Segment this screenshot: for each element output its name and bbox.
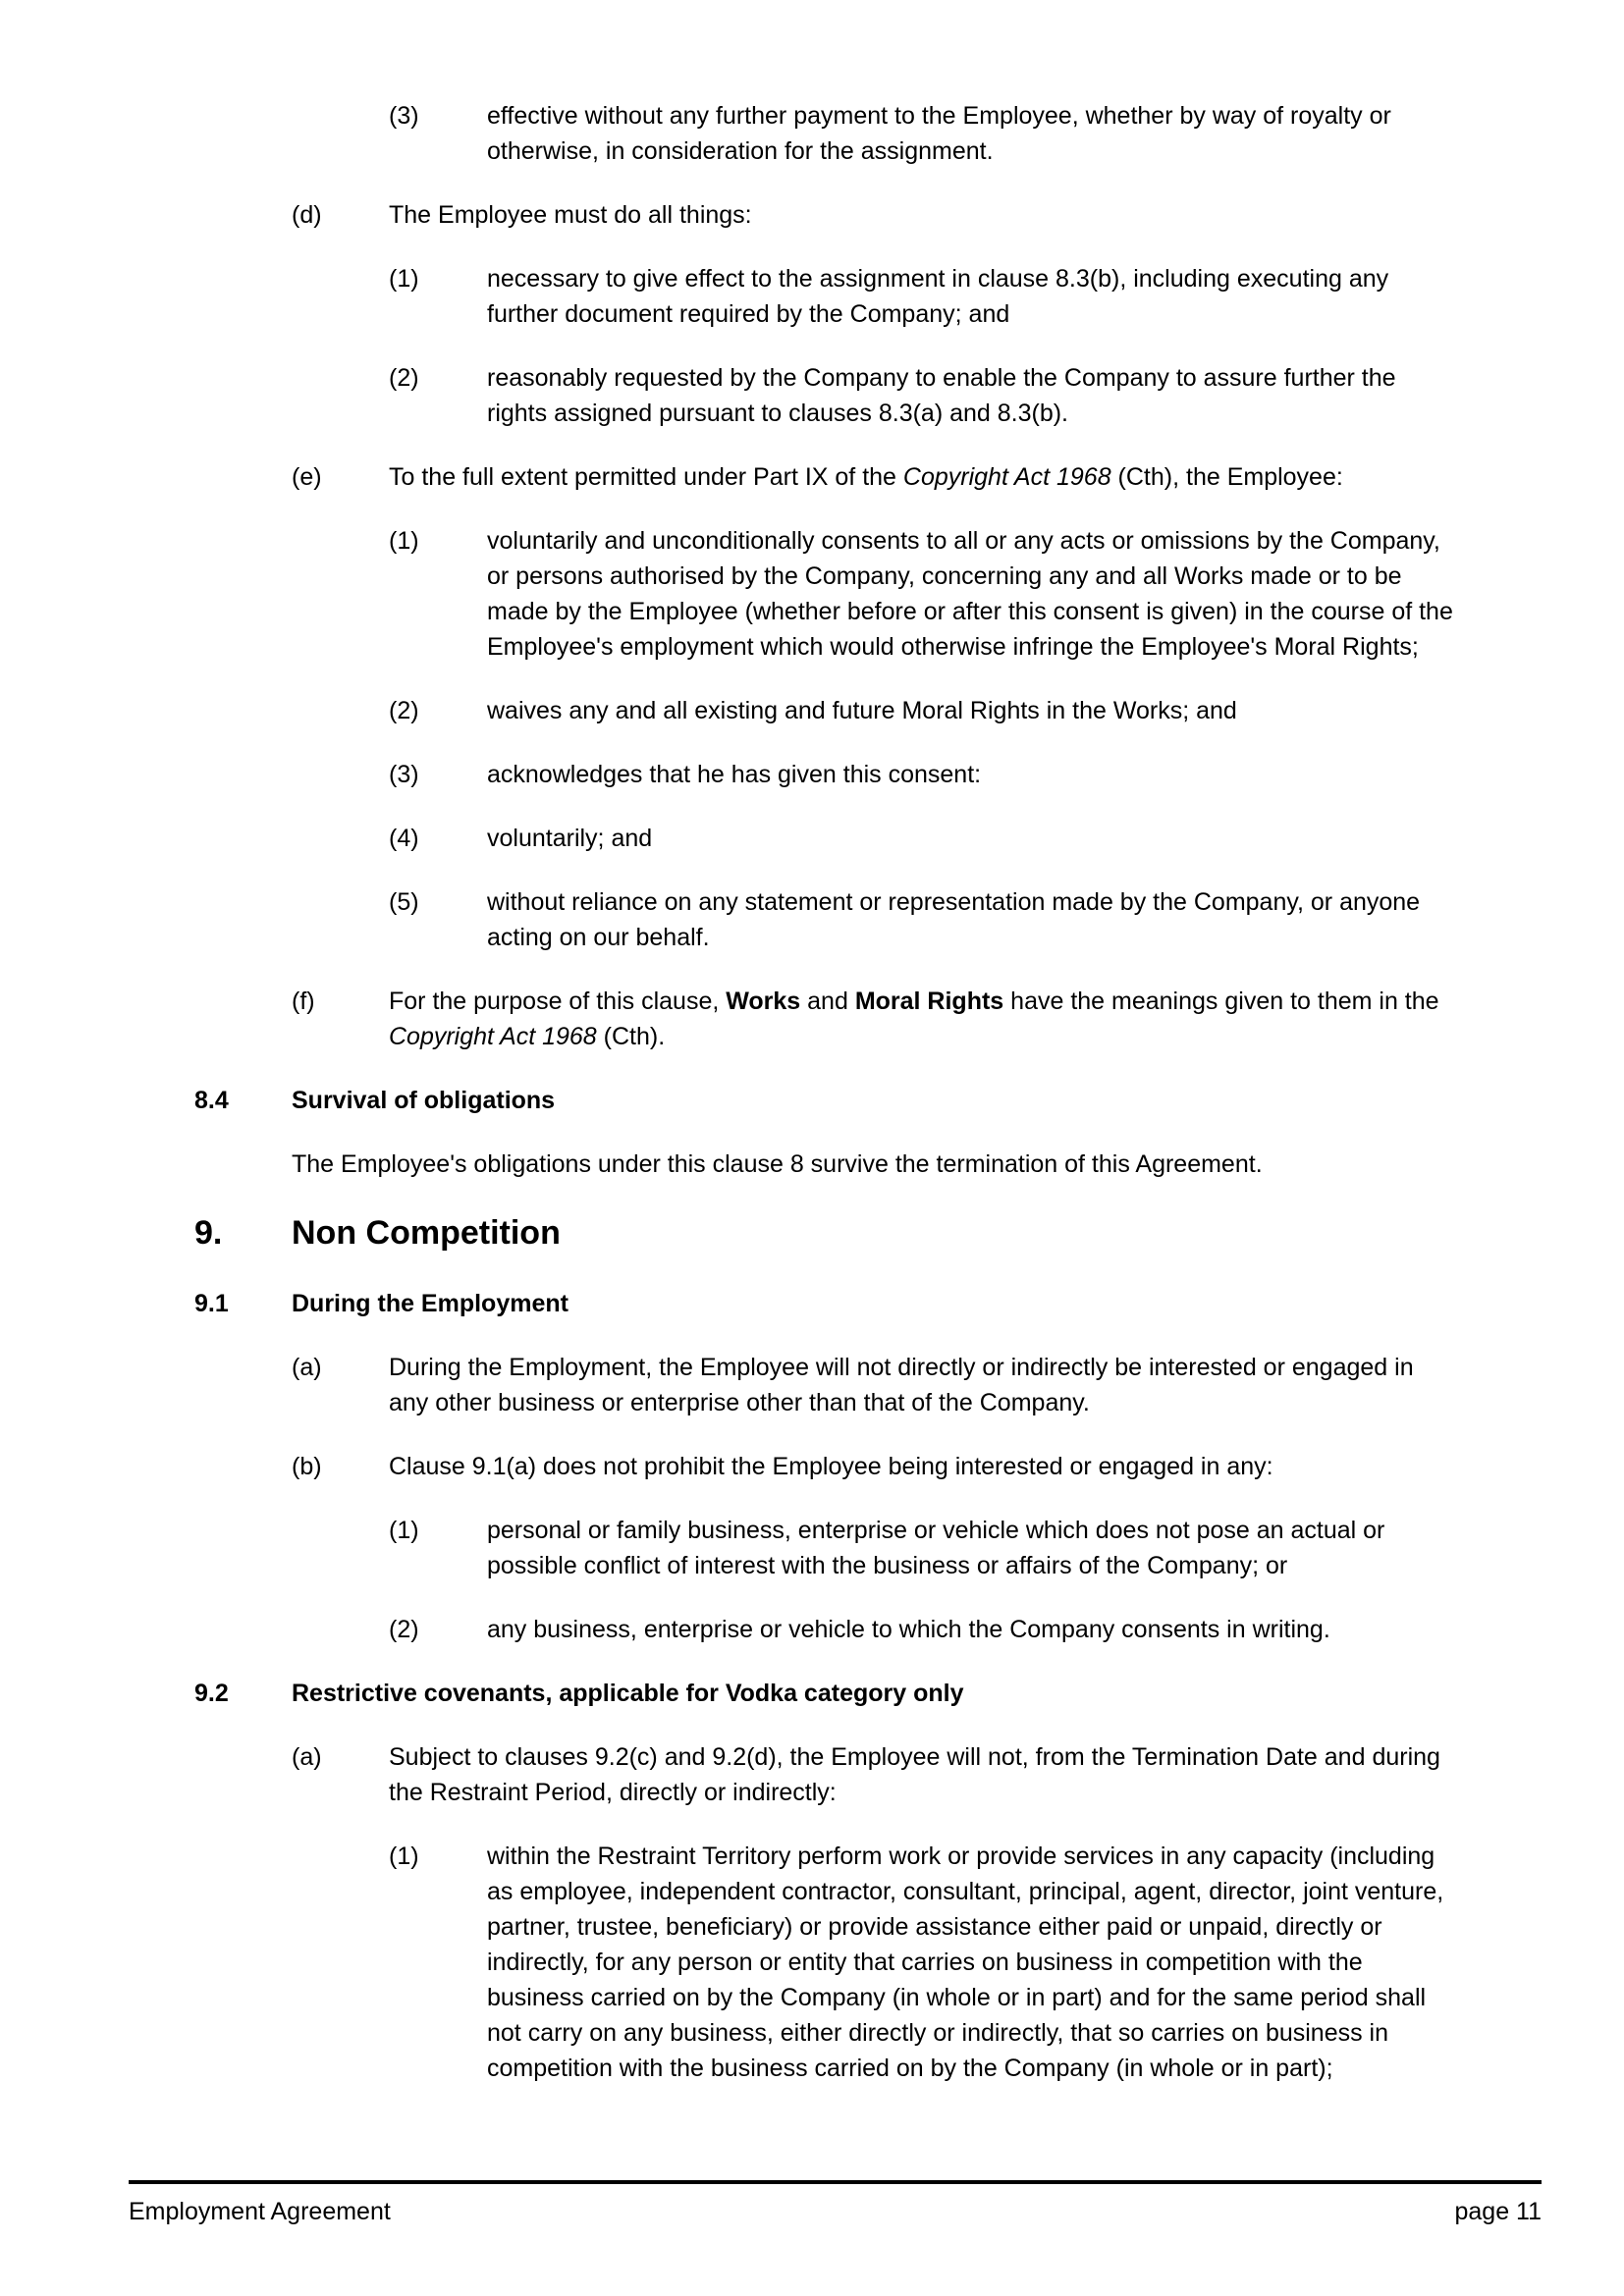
letter-item [0, 1350, 1624, 1420]
clause-text: During the Employment [292, 1290, 568, 1317]
clause-label: (2) [389, 697, 419, 724]
number-item [0, 360, 1624, 431]
clause-text: effective without any further payment to the Employee, whether by way of royalty or otherwise, in consideration for the assignment. [487, 102, 1391, 165]
clause-label: (b) [292, 1453, 322, 1480]
number-item [0, 1513, 1624, 1583]
clause-text: During the Employment, the Employee will not directly or indirectly be interested or engaged in any other business or enterprise other than that of the Company. [389, 1354, 1414, 1416]
clause-label: (2) [389, 1616, 419, 1643]
clause-text: waives any and all existing and future Moral Rights in the Works; and [487, 697, 1237, 724]
clause-text: voluntarily; and [487, 825, 653, 852]
clause-text: within the Restraint Territory perform work or provide services in any capacity (including as employee, independent contractor, consultant, principal, agent, director, joint venture, partner, trustee, beneficiary) or provide assistance either paid or unpaid, directly or indirectly, for any person or entity that carries on business in competition with the business carried on by the Company (in whole or in part) and for the same period shall not carry on any business, either directly or indirectly, that so carries on business in competition with the business carried on by the Company (in whole or in part); [487, 1842, 1444, 2082]
number-item [0, 98, 1624, 169]
clause-heading [0, 1083, 1624, 1118]
footer-document-title: Employment Agreement [129, 2198, 391, 2225]
letter-item [0, 197, 1624, 233]
number-item [0, 821, 1624, 856]
clause-text: Subject to clauses 9.2(c) and 9.2(d), the Employee will not, from the Termination Date and during the Restraint Period, directly or indirectly: [389, 1743, 1440, 1806]
letter-item [0, 459, 1624, 495]
clause-label: (2) [389, 364, 419, 392]
paragraph [0, 1147, 1624, 1182]
page-footer [129, 2180, 1542, 2227]
clause-text: To the full extent permitted under Part IX of the Copyright Act 1968 (Cth), the Employee: [389, 463, 1343, 491]
clause-text: The Employee's obligations under this clause 8 survive the termination of this Agreement. [292, 1150, 1263, 1178]
number-item [0, 693, 1624, 728]
clause-text: The Employee must do all things: [389, 201, 752, 229]
number-item [0, 757, 1624, 792]
clause-label: 9.1 [194, 1290, 229, 1317]
clause-label: 8.4 [194, 1087, 229, 1114]
clause-label: (f) [292, 988, 315, 1015]
clause-label: (a) [292, 1743, 322, 1771]
clause-label: (e) [292, 463, 322, 491]
clause-text: Clause 9.1(a) does not prohibit the Employee being interested or engaged in any: [389, 1453, 1273, 1480]
number-item [0, 1839, 1624, 2086]
clause-label: 9. [194, 1214, 223, 1252]
section-heading [0, 1210, 1624, 1255]
clause-text: Survival of obligations [292, 1087, 556, 1114]
clause-label: (1) [389, 527, 419, 555]
number-item [0, 1612, 1624, 1647]
letter-item [0, 1449, 1624, 1484]
clause-text: Non Competition [292, 1214, 561, 1252]
clause-text: voluntarily and unconditionally consents to all or any acts or omissions by the Company, or persons authorised by the Company, concerning any and all Works made or to be made by the Employee (whether before or after this consent is given) in the course of the Employee's employment which would otherwise infringe the Employee's Moral Rights; [487, 527, 1453, 661]
clause-text: Restrictive covenants, applicable for Vodka category only [292, 1680, 964, 1707]
clause-label: (d) [292, 201, 322, 229]
letter-item [0, 1739, 1624, 1810]
clause-label: (a) [292, 1354, 322, 1381]
clause-text: personal or family business, enterprise or vehicle which does not pose an actual or possible conflict of interest with the business or affairs of the Company; or [487, 1517, 1385, 1579]
clause-label: (3) [389, 761, 419, 788]
number-item [0, 884, 1624, 955]
number-item [0, 261, 1624, 332]
clause-text: For the purpose of this clause, Works and Moral Rights have the meanings given to them in the Copyright Act 1968 (Cth). [389, 988, 1439, 1050]
clause-label: (5) [389, 888, 419, 916]
clause-label: (3) [389, 102, 419, 130]
document-body [0, 98, 1624, 2114]
clause-label: (4) [389, 825, 419, 852]
clause-text: reasonably requested by the Company to enable the Company to assure further the rights assigned pursuant to clauses 8.3(a) and 8.3(b). [487, 364, 1396, 427]
clause-heading [0, 1676, 1624, 1711]
letter-item [0, 984, 1624, 1054]
clause-text: any business, enterprise or vehicle to which the Company consents in writing. [487, 1616, 1330, 1643]
footer-page-number: page 11 [1454, 2198, 1542, 2225]
number-item [0, 523, 1624, 665]
clause-text: acknowledges that he has given this consent: [487, 761, 982, 788]
clause-label: (1) [389, 1517, 419, 1544]
clause-heading [0, 1286, 1624, 1321]
clause-label: (1) [389, 265, 419, 293]
clause-text: without reliance on any statement or representation made by the Company, or anyone acting on our behalf. [487, 888, 1421, 951]
clause-label: (1) [389, 1842, 419, 1870]
clause-text: necessary to give effect to the assignment in clause 8.3(b), including executing any further document required by the Company; and [487, 265, 1389, 328]
clause-label: 9.2 [194, 1680, 229, 1707]
